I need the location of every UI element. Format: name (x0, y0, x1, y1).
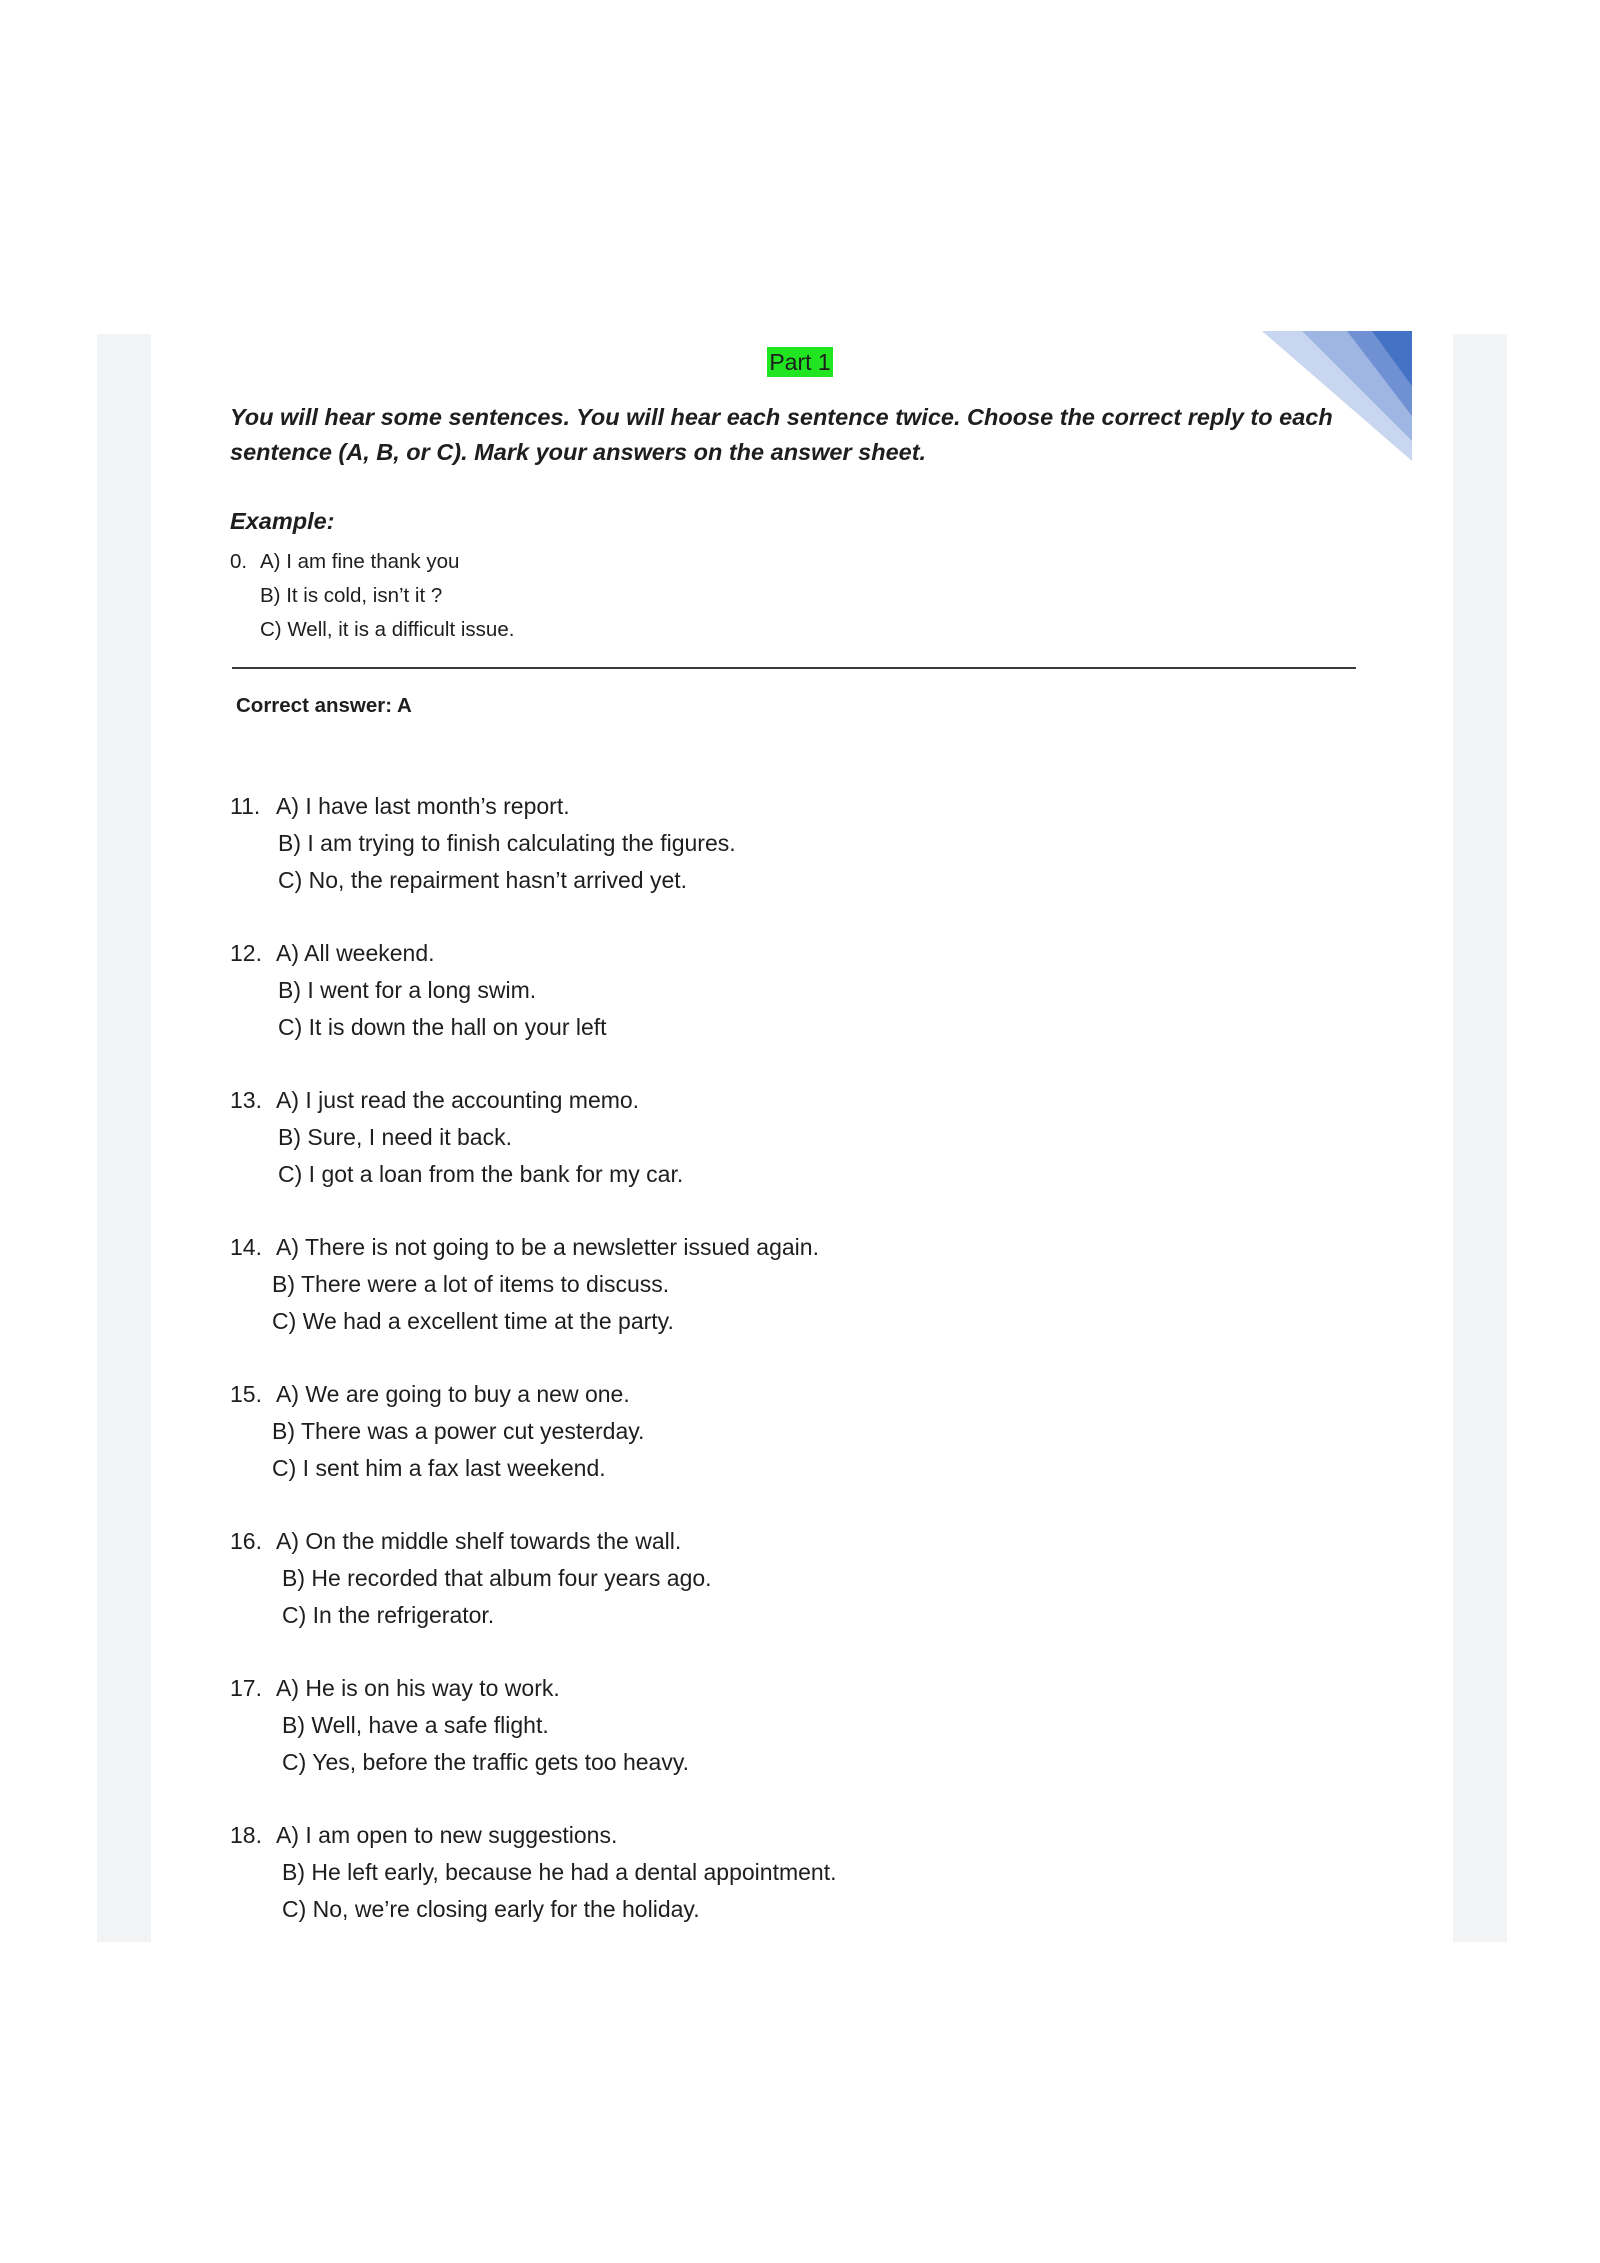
instructions: You will hear some sentences. You will hear each sentence twice. Choose the correct reply to each sentence (A, B, or C). Mark your answers on the answer sheet. (230, 404, 1333, 465)
question-number: 15. (230, 1381, 262, 1407)
left-margin-band (97, 334, 151, 1942)
question-item (230, 1817, 836, 1928)
question-option-a (230, 788, 736, 825)
question-item (230, 1082, 683, 1193)
question-number: 17. (230, 1675, 262, 1701)
question-item (230, 788, 736, 899)
example-number: 0. (230, 550, 248, 573)
part-title-text: Part 1 (769, 349, 831, 375)
question-number: 16. (230, 1528, 262, 1554)
example-option-b: B) It is cold, isn’t it ? (260, 584, 443, 607)
question-item (230, 1376, 644, 1487)
question-number: 18. (230, 1822, 262, 1848)
question-option-a (230, 1670, 689, 1707)
correct-answer: Correct answer: A (236, 694, 412, 717)
question-option-b: B) I am trying to finish calculating the figures. (278, 830, 736, 856)
question-number: 12. (230, 940, 262, 966)
question-option-b: B) Sure, I need it back. (278, 1124, 512, 1150)
example-label: Example: (230, 508, 335, 534)
question-option-text: A) We are going to buy a new one. (276, 1381, 630, 1407)
question-number: 11. (230, 793, 261, 819)
question-option-text: A) All weekend. (276, 940, 435, 966)
question-option-c: C) No, we’re closing early for the holiday. (282, 1896, 700, 1922)
question-option-a (230, 1229, 819, 1266)
question-option-c: C) It is down the hall on your left (278, 1014, 607, 1040)
question-option-text: A) He is on his way to work. (276, 1675, 560, 1701)
question-option-b: B) He left early, because he had a dental appointment. (282, 1859, 837, 1885)
question-option-a (230, 1817, 836, 1854)
example-option-text: A) I am fine thank you (260, 550, 460, 573)
question-option-b: B) There was a power cut yesterday. (272, 1418, 645, 1444)
question-item (230, 935, 607, 1046)
question-option-a (230, 1523, 712, 1560)
question-item (230, 1523, 712, 1634)
right-margin-band (1453, 334, 1507, 1942)
question-number: 13. (230, 1087, 262, 1113)
question-option-b: B) He recorded that album four years ago. (282, 1565, 712, 1591)
divider-line (232, 667, 1356, 669)
part-title (0, 349, 1600, 376)
question-option-b: B) Well, have a safe flight. (282, 1712, 549, 1738)
example-option-a (230, 545, 514, 579)
question-option-c: C) In the refrigerator. (282, 1602, 495, 1628)
question-option-text: A) There is not going to be a newsletter issued again. (276, 1234, 819, 1260)
question-option-text: A) I have last month’s report. (276, 793, 570, 819)
question-option-b: B) There were a lot of items to discuss. (272, 1271, 670, 1297)
question-option-c: C) Yes, before the traffic gets too heavy. (282, 1749, 690, 1775)
question-option-b: B) I went for a long swim. (278, 977, 537, 1003)
question-option-c: C) I sent him a fax last weekend. (272, 1455, 606, 1481)
question-option-a (230, 1082, 683, 1119)
question-option-c: C) I got a loan from the bank for my car. (278, 1161, 684, 1187)
question-item (230, 1670, 689, 1781)
question-option-c: C) No, the repairment hasn’t arrived yet. (278, 867, 688, 893)
example-option-c: C) Well, it is a difficult issue. (260, 618, 515, 641)
question-option-a (230, 1376, 644, 1413)
question-item (230, 1229, 819, 1340)
example-question (230, 545, 514, 647)
question-option-text: A) I am open to new suggestions. (276, 1822, 618, 1848)
question-number: 14. (230, 1234, 262, 1260)
question-option-text: A) On the middle shelf towards the wall. (276, 1528, 682, 1554)
question-option-a (230, 935, 607, 972)
question-option-c: C) We had a excellent time at the party. (272, 1308, 674, 1334)
question-option-text: A) I just read the accounting memo. (276, 1087, 640, 1113)
